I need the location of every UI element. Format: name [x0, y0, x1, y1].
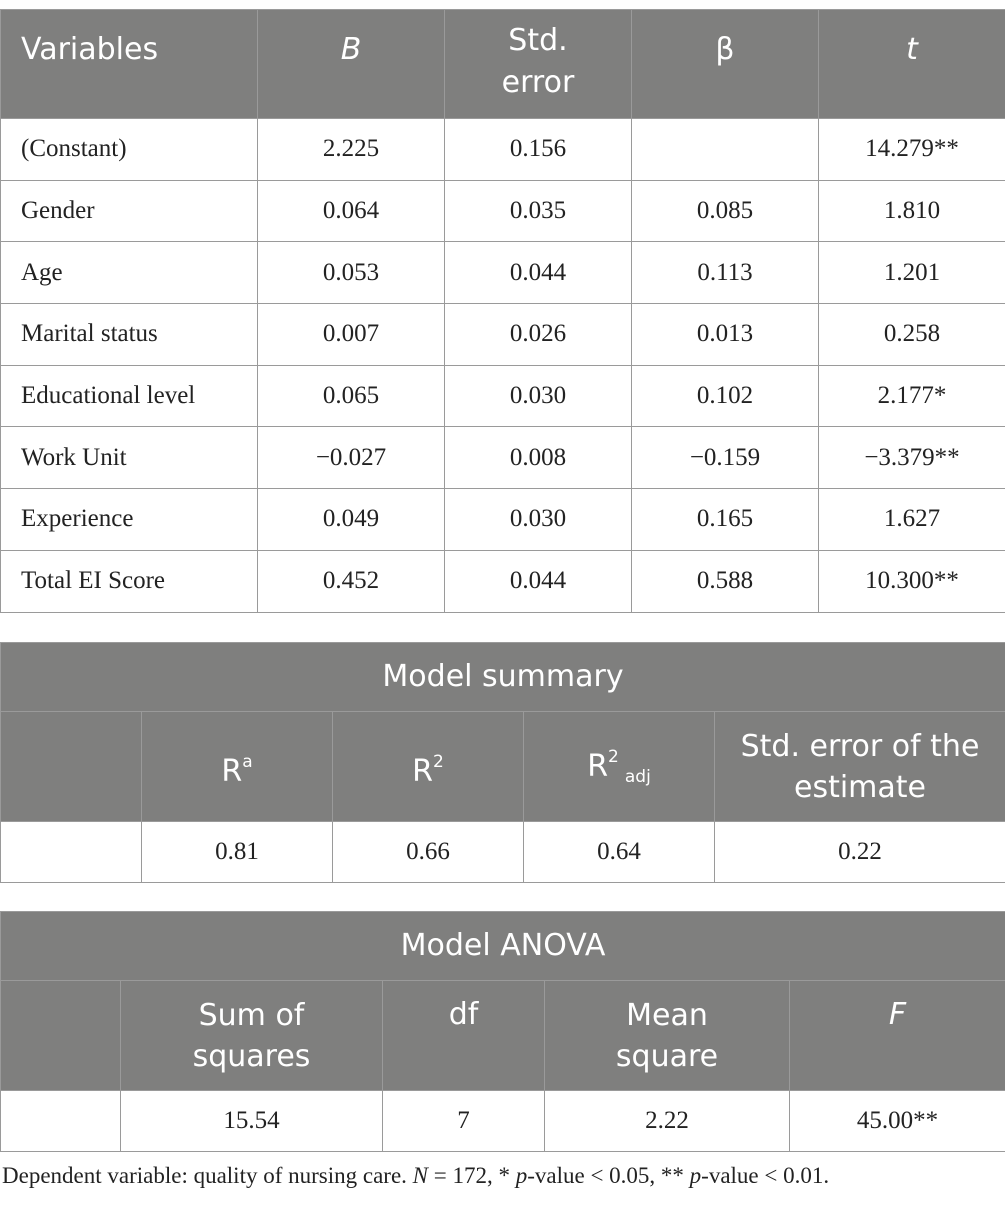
coefficients-table	[0, 9, 1005, 613]
value-beta: 0.102	[632, 365, 819, 427]
variable-name: (Constant)	[1, 119, 258, 181]
coefficient-row	[1, 119, 1005, 181]
header-t: t	[819, 10, 1005, 119]
variable-name: Educational level	[1, 365, 258, 427]
value-std-error: 0.030	[445, 489, 632, 551]
value-t: 0.258	[819, 304, 1005, 366]
value-beta: 0.013	[632, 304, 819, 366]
value-b: 0.064	[258, 180, 445, 242]
value-t: 1.627	[819, 489, 1005, 551]
coefficient-row	[1, 489, 1005, 551]
value-beta: 0.085	[632, 180, 819, 242]
value-std-error: 0.156	[445, 119, 632, 181]
value-t: 1.810	[819, 180, 1005, 242]
value-std-error: 0.044	[445, 242, 632, 304]
table-footnote: Dependent variable: quality of nursing care. N = 172, * p-value < 0.05, ** p-value < 0.01.	[2, 1163, 830, 1188]
header-r2-adj: $R^2_{adj}$	[524, 712, 715, 822]
header-df: df	[383, 981, 545, 1091]
variable-name: Age	[1, 242, 258, 304]
header-r2: $R^2$	[333, 712, 524, 822]
value-f: 45.00**	[790, 1091, 1005, 1152]
coefficient-row	[1, 304, 1005, 366]
anova-header-row	[1, 981, 1005, 1091]
value-b: 0.049	[258, 489, 445, 551]
value-b: 0.452	[258, 550, 445, 612]
anova-blank-header	[1, 981, 121, 1091]
value-b: 0.065	[258, 365, 445, 427]
value-beta: −0.159	[632, 427, 819, 489]
coefficient-row	[1, 550, 1005, 612]
value-std-error: 0.026	[445, 304, 632, 366]
model-summary-title: Model summary	[1, 643, 1005, 712]
value-beta: 0.113	[632, 242, 819, 304]
anova-row	[1, 1091, 1005, 1152]
coefficient-row	[1, 180, 1005, 242]
value-t: 14.279**	[819, 119, 1005, 181]
value-std-error-estimate: 0.22	[715, 822, 1005, 883]
header-sum-of-squares: Sum of squares	[121, 981, 383, 1091]
anova-title: Model ANOVA	[1, 912, 1005, 981]
value-r: 0.81	[142, 822, 333, 883]
value-beta: 0.165	[632, 489, 819, 551]
value-beta	[632, 119, 819, 181]
value-sum-of-squares: 15.54	[121, 1091, 383, 1152]
value-std-error: 0.008	[445, 427, 632, 489]
value-t: −3.379**	[819, 427, 1005, 489]
value-b: −0.027	[258, 427, 445, 489]
value-r2-adj: 0.64	[524, 822, 715, 883]
anova-table	[0, 911, 1005, 1152]
model-summary-blank-header	[1, 712, 142, 822]
header-variables: Variables	[1, 10, 258, 119]
header-mean-square: Mean square	[545, 981, 790, 1091]
value-b: 2.225	[258, 119, 445, 181]
model-summary-row	[1, 822, 1005, 883]
variable-name: Total EI Score	[1, 550, 258, 612]
value-df: 7	[383, 1091, 545, 1152]
value-t: 2.177*	[819, 365, 1005, 427]
model-summary-blank-cell	[1, 822, 142, 883]
value-std-error: 0.044	[445, 550, 632, 612]
value-b: 0.053	[258, 242, 445, 304]
variable-name: Gender	[1, 180, 258, 242]
coefficients-header-row	[1, 10, 1005, 119]
value-t: 10.300**	[819, 550, 1005, 612]
model-summary-header-row	[1, 712, 1005, 822]
coefficient-row	[1, 427, 1005, 489]
value-std-error: 0.030	[445, 365, 632, 427]
value-beta: 0.588	[632, 550, 819, 612]
header-b: B	[258, 10, 445, 119]
anova-blank-cell	[1, 1091, 121, 1152]
model-summary-table	[0, 642, 1005, 883]
header-beta: β	[632, 10, 819, 119]
variable-name: Experience	[1, 489, 258, 551]
coefficient-row	[1, 365, 1005, 427]
header-std-error-estimate: Std. error of the estimate	[715, 712, 1005, 822]
coefficient-row	[1, 242, 1005, 304]
variable-name: Marital status	[1, 304, 258, 366]
variable-name: Work Unit	[1, 427, 258, 489]
value-b: 0.007	[258, 304, 445, 366]
header-std-error: Std. error	[445, 10, 632, 119]
value-std-error: 0.035	[445, 180, 632, 242]
value-t: 1.201	[819, 242, 1005, 304]
value-mean-square: 2.22	[545, 1091, 790, 1152]
value-r2: 0.66	[333, 822, 524, 883]
coefficients-body	[1, 119, 1005, 613]
header-r: $R^a$	[142, 712, 333, 822]
header-f: F	[790, 981, 1005, 1091]
